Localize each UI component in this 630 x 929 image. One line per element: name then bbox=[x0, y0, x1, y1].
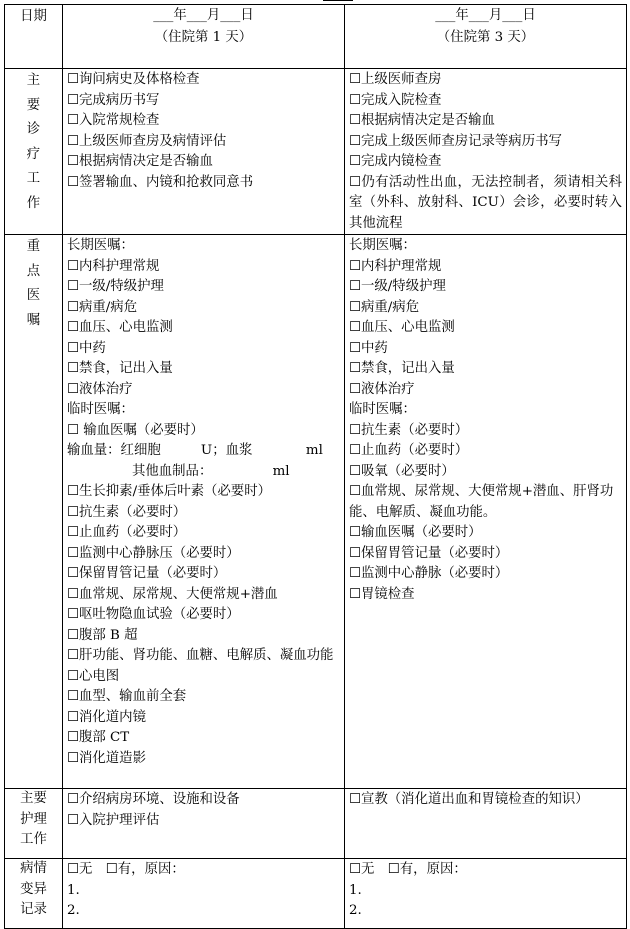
day3-label: （住院第 3 天） bbox=[436, 30, 535, 45]
clinical-pathway-table bbox=[4, 4, 627, 929]
variance-label bbox=[9, 859, 58, 921]
nursing-label-cell bbox=[5, 789, 63, 859]
list-item: ☐抗生素（必要时） bbox=[67, 504, 187, 520]
list-item: ☐监测中心静脉（必要时） bbox=[349, 566, 509, 581]
main-work-row bbox=[5, 69, 627, 235]
main-work-label-cell bbox=[5, 69, 63, 235]
other-blood-products: 其他血制品： ml bbox=[132, 463, 290, 479]
list-item: ☐血压、心电监测 bbox=[349, 320, 455, 335]
day3-date: ___年___月___日 bbox=[435, 8, 536, 23]
list-item: ☐中药 bbox=[67, 340, 106, 356]
list-item: ☐血常规、尿常规、大便常规+潜血 bbox=[67, 586, 278, 602]
nursing-day3 bbox=[345, 789, 627, 859]
variance-reason-line: 1. bbox=[349, 882, 362, 898]
list-item: ☐中药 bbox=[349, 340, 388, 356]
list-item: ☐胃镜检查 bbox=[349, 586, 415, 602]
list-item: ☐液体治疗 bbox=[349, 381, 415, 397]
list-item: ☐上级医师查房及病情评估 bbox=[67, 133, 227, 149]
variance-label-line: 变异 bbox=[20, 881, 47, 897]
header-row bbox=[5, 5, 627, 69]
list-item: ☐腹部 CT bbox=[67, 730, 130, 745]
orders-label-cell bbox=[5, 235, 63, 789]
list-item: ☐完成上级医师查房记录等病历书写 bbox=[349, 133, 562, 149]
variance-day3 bbox=[345, 859, 627, 929]
variance-options: ☐无 ☐有，原因： bbox=[67, 862, 185, 877]
list-item: ☐禁食，记出入量 bbox=[67, 361, 173, 376]
list-item: ☐心电图 bbox=[67, 668, 120, 684]
long-term-title: 长期医嘱： bbox=[67, 238, 134, 253]
list-item: ☐保留胃管记量（必要时） bbox=[349, 545, 509, 561]
list-item: ☐生长抑素/垂体后叶素（必要时） bbox=[67, 484, 271, 499]
variance-reason-line: 2. bbox=[67, 903, 80, 918]
nursing-label-line: 护理 bbox=[20, 811, 47, 827]
variance-day1 bbox=[63, 859, 345, 929]
list-item: ☐询问病史及体格检查 bbox=[67, 72, 200, 87]
day3-header bbox=[345, 5, 627, 69]
main-work-label: 主要诊疗工作 bbox=[26, 73, 41, 211]
list-item: ☐呕吐物隐血试验（必要时） bbox=[67, 607, 240, 622]
list-item: ☐消化道造影 bbox=[67, 750, 146, 766]
list-item: ☐消化道内镜 bbox=[67, 709, 146, 725]
list-item: ☐介绍病房环境、设施和设备 bbox=[67, 792, 240, 807]
list-item: ☐仍有活动性出血，无法控制者，须请相关科室（外科、放射科、ICU）会诊，必要时转入其他流程 bbox=[349, 174, 622, 231]
list-item: ☐入院常规检查 bbox=[67, 113, 160, 128]
list-item: ☐一级/特级护理 bbox=[349, 279, 446, 294]
top-border-mark bbox=[323, 0, 353, 1]
nursing-label-line: 工作 bbox=[20, 832, 47, 847]
variance-reason-line: 2. bbox=[349, 903, 362, 918]
date-label-cell bbox=[5, 5, 63, 69]
variance-reason-line: 1. bbox=[67, 882, 80, 898]
variance-label-line: 记录 bbox=[20, 902, 47, 917]
orders-row bbox=[5, 235, 627, 789]
day1-label: （住院第 1 天） bbox=[154, 30, 253, 45]
list-item: ☐根据病情决定是否输血 bbox=[349, 113, 495, 128]
list-item: ☐病重/病危 bbox=[349, 299, 420, 315]
list-item: ☐完成内镜检查 bbox=[349, 154, 442, 169]
list-item: ☐肝功能、肾功能、血糖、电解质、凝血功能 bbox=[67, 648, 334, 663]
list-item: ☐入院护理评估 bbox=[67, 812, 160, 828]
temp-title: 临时医嘱： bbox=[349, 402, 416, 417]
list-item: ☐止血药（必要时） bbox=[67, 525, 187, 540]
main-work-day1 bbox=[63, 69, 345, 235]
main-work-day3 bbox=[345, 69, 627, 235]
list-item: ☐内科护理常规 bbox=[67, 258, 160, 274]
list-item: ☐上级医师查房 bbox=[349, 72, 442, 87]
list-item: ☐监测中心静脉压（必要时） bbox=[67, 545, 240, 561]
day1-header bbox=[63, 5, 345, 69]
transfusion-order: ☐ 输血医嘱（必要时） bbox=[67, 422, 204, 438]
list-item: ☐禁食，记出入量 bbox=[349, 361, 455, 376]
list-item: ☐血压、心电监测 bbox=[67, 320, 173, 335]
orders-label: 重点医嘱 bbox=[26, 239, 41, 328]
nursing-label-line: 主要 bbox=[20, 791, 47, 806]
long-term-title: 长期医嘱： bbox=[349, 238, 416, 253]
variance-label-line: 病情 bbox=[20, 861, 47, 876]
list-item: ☐内科护理常规 bbox=[349, 258, 442, 274]
list-item: ☐病重/病危 bbox=[67, 299, 138, 315]
list-item: ☐血型、输血前全套 bbox=[67, 689, 187, 704]
nursing-row bbox=[5, 789, 627, 859]
variance-row bbox=[5, 859, 627, 929]
list-item: ☐完成入院检查 bbox=[349, 92, 442, 108]
day1-date: ___年___月___日 bbox=[153, 8, 254, 23]
list-item: ☐吸氧（必要时） bbox=[349, 463, 455, 479]
variance-options: ☐无 ☐有，原因： bbox=[349, 862, 467, 877]
list-item: ☐宣教（消化道出血和胃镜检查的知识） bbox=[349, 792, 589, 807]
list-item: ☐根据病情决定是否输血 bbox=[67, 154, 213, 169]
list-item: ☐输血医嘱（必要时） bbox=[349, 525, 482, 540]
list-item: ☐止血药（必要时） bbox=[349, 443, 469, 458]
transfusion-amount: 输血量：红细胞 U；血浆 ml bbox=[67, 443, 323, 458]
date-label: 日期 bbox=[20, 9, 47, 24]
list-item: ☐完成病历书写 bbox=[67, 92, 160, 108]
list-item: ☐签署输血、内镜和抢救同意书 bbox=[67, 174, 254, 190]
nursing-day1 bbox=[63, 789, 345, 859]
orders-day1 bbox=[63, 235, 345, 789]
orders-day3 bbox=[345, 235, 627, 789]
list-item: ☐液体治疗 bbox=[67, 381, 133, 397]
list-item: ☐抗生素（必要时） bbox=[349, 422, 469, 438]
list-item: ☐血常规、尿常规、大便常规+潜血、肝肾功能、电解质、凝血功能。 bbox=[349, 484, 614, 520]
nursing-label bbox=[9, 789, 58, 851]
variance-label-cell bbox=[5, 859, 63, 929]
list-item: ☐一级/特级护理 bbox=[67, 279, 164, 294]
list-item: ☐保留胃管记量（必要时） bbox=[67, 566, 227, 581]
temp-title: 临时医嘱： bbox=[67, 402, 134, 417]
list-item: ☐腹部 B 超 bbox=[67, 627, 138, 643]
